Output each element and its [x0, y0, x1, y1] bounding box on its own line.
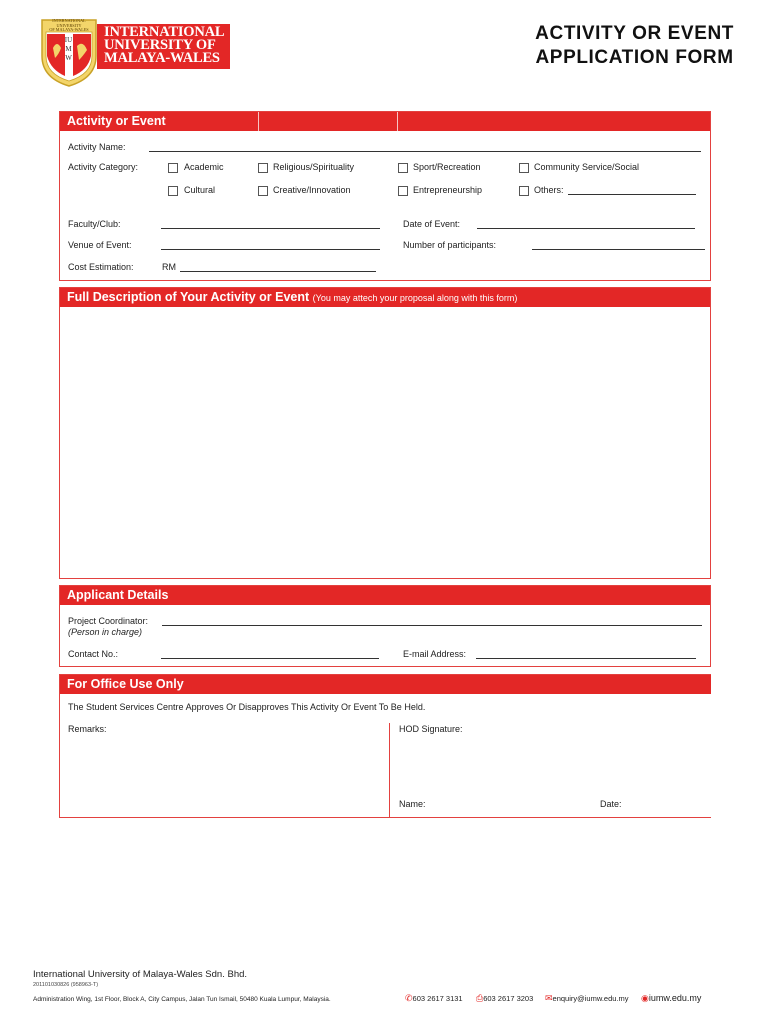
hod-signature-label: HOD Signature:: [399, 724, 463, 734]
applicant-heading-text: Applicant Details: [67, 588, 169, 602]
others-checkbox[interactable]: [519, 186, 529, 196]
faculty-label: Faculty/Club:: [68, 219, 121, 229]
applicant-section: [59, 585, 711, 667]
activity-section-heading: [60, 112, 710, 131]
academic-checkbox[interactable]: [168, 163, 178, 173]
activity-category-label: Activity Category:: [68, 162, 139, 172]
office-heading-text: For Office Use Only: [67, 677, 184, 691]
remarks-label: Remarks:: [68, 724, 107, 734]
office-section-heading: [60, 675, 711, 694]
participants-label: Number of participants:: [403, 240, 497, 250]
description-heading-text: Full Description of Your Activity or Event: [67, 290, 310, 304]
email-field[interactable]: [476, 658, 696, 659]
contact-field[interactable]: [161, 658, 379, 659]
crest-text-2: UNIVERSITY: [56, 22, 82, 28]
globe-icon: ◉: [641, 993, 649, 1003]
form-title: [535, 22, 734, 70]
academic-label: Academic: [184, 162, 224, 172]
title-line-2: APPLICATION FORM: [535, 47, 734, 68]
logo-line-3: MALAYA-WALES: [104, 50, 220, 66]
cost-field[interactable]: [180, 271, 376, 272]
footer-address: Administration Wing, 1st Floor, Block A, City Campus, Jalan Tun Ismail, 50480 Kuala Lumpur, Malaysia.: [33, 996, 331, 1003]
cultural-checkbox[interactable]: [168, 186, 178, 196]
participants-field[interactable]: [532, 249, 705, 250]
sport-checkbox[interactable]: [398, 163, 408, 173]
footer-email: [545, 993, 629, 1004]
religious-label: Religious/Spirituality: [273, 162, 355, 172]
footer-registration: 201101030826 (958963-T): [33, 982, 99, 988]
description-textarea[interactable]: [60, 307, 710, 578]
footer-fax-number: 603 2617 3203: [483, 994, 534, 1003]
footer-email-address: enquiry@iumw.edu.my: [552, 994, 629, 1003]
heading-divider: [397, 112, 398, 131]
activity-section: [59, 111, 711, 281]
venue-label: Venue of Event:: [68, 240, 132, 250]
office-divider: [389, 723, 390, 818]
cost-label: Cost Estimation:: [68, 262, 134, 272]
others-field[interactable]: [568, 194, 696, 195]
description-section: [59, 287, 711, 579]
entrepreneurship-label: Entrepreneurship: [413, 185, 483, 195]
crest-letters: IUMW: [64, 36, 73, 62]
crest-text-1: INTERNATIONAL: [52, 18, 86, 23]
cultural-label: Cultural: [184, 185, 216, 195]
coordinator-note: (Person in charge): [68, 627, 143, 637]
email-label: E-mail Address:: [403, 649, 467, 659]
cost-currency: RM: [162, 262, 176, 272]
entrepreneurship-checkbox[interactable]: [398, 186, 408, 196]
crest-text-3: OF MALAYA-WALES: [49, 27, 89, 33]
date-of-event-field[interactable]: [477, 228, 695, 229]
sport-label: Sport/Recreation: [413, 162, 481, 172]
contact-label: Contact No.:: [68, 649, 119, 659]
coordinator-field[interactable]: [162, 625, 702, 626]
applicant-section-heading: [60, 586, 710, 605]
office-date-label: Date:: [600, 799, 622, 809]
community-checkbox[interactable]: [519, 163, 529, 173]
community-label: Community Service/Social: [534, 162, 640, 172]
office-statement: The Student Services Centre Approves Or Disapproves This Activity Or Event To Be Held.: [68, 702, 426, 712]
activity-name-label: Activity Name:: [68, 142, 126, 152]
email-icon: ✉: [545, 993, 553, 1003]
date-of-event-label: Date of Event:: [403, 219, 461, 229]
footer-web-address: iumw.edu.my: [648, 993, 702, 1003]
description-heading-note: (You may attech your proposal along with this form): [312, 293, 518, 303]
footer-web: [641, 993, 701, 1004]
description-section-heading: [60, 288, 710, 307]
fax-icon: ⎙: [476, 993, 484, 1003]
footer-company: International University of Malaya-Wales Sdn. Bhd.: [33, 969, 248, 980]
footer-phone-number: 603 2617 3131: [412, 994, 463, 1003]
office-name-label: Name:: [399, 799, 426, 809]
heading-divider: [258, 112, 259, 131]
remarks-field[interactable]: [68, 737, 384, 815]
coordinator-label: Project Coordinator:: [68, 616, 149, 626]
footer-fax: [476, 993, 533, 1004]
office-section: [59, 674, 711, 818]
university-logo: [97, 24, 230, 69]
title-line-1: ACTIVITY OR EVENT: [535, 23, 734, 44]
activity-name-field[interactable]: [149, 151, 701, 152]
activity-heading-text: Activity or Event: [67, 114, 166, 128]
faculty-field[interactable]: [161, 228, 380, 229]
footer-phone: [405, 993, 463, 1004]
others-label: Others:: [534, 185, 564, 195]
creative-label: Creative/Innovation: [273, 185, 351, 195]
venue-field[interactable]: [161, 249, 380, 250]
creative-checkbox[interactable]: [258, 186, 268, 196]
logo-line-1: INTERNATIONAL: [104, 24, 225, 40]
logo-line-2: UNIVERSITY OF: [104, 37, 216, 53]
phone-icon: ✆: [405, 993, 413, 1003]
religious-checkbox[interactable]: [258, 163, 268, 173]
